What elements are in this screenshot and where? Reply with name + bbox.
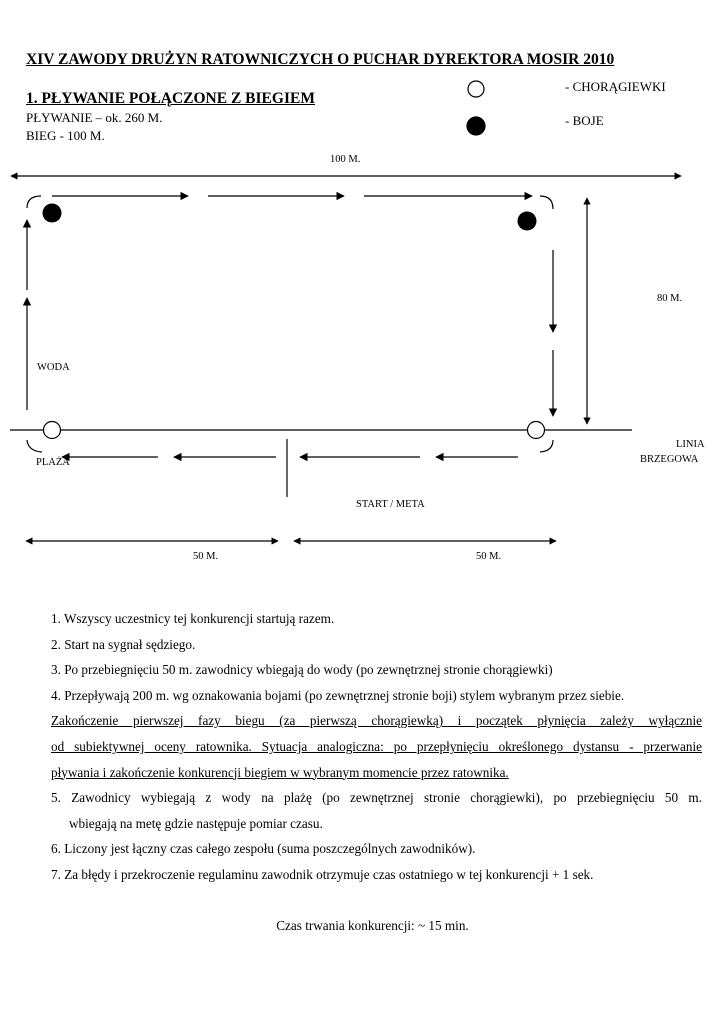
left-half-label: 50 M. bbox=[193, 551, 219, 562]
right-half-label: 50 M. bbox=[476, 551, 502, 562]
beach-label: PLAŻA bbox=[36, 457, 70, 468]
water-label: WODA bbox=[37, 362, 70, 373]
buoy-right bbox=[518, 212, 537, 231]
underlined-note-line: Zakończenie pierwszej fazy biegu (za pierwszą chorągiewką) i początek płynięcia zależy wyłącznie bbox=[51, 713, 702, 729]
rule-item: 7. Za błędy i przekroczenie regulaminu zawodnik otrzymuje czas ostatniego w tej konkurencji + 1 sek. bbox=[51, 866, 594, 882]
corner-bottom-left bbox=[27, 440, 42, 452]
width-label: 100 M. bbox=[330, 154, 361, 165]
underlined-note-line: od subiektywnej oceny ratownika. Sytuacja analogiczna: po przepłynięciu określonego dystansu - przerwanie bbox=[51, 738, 702, 754]
rule-item: 1. Wszyscy uczestnicy tej konkurencji startują razem. bbox=[51, 611, 335, 626]
underlined-note-line: pływania i zakończenie konkurencji biegiem w wybranym momencie przez ratownika. bbox=[51, 764, 509, 780]
flag-left bbox=[44, 422, 61, 439]
rules-list bbox=[51, 606, 702, 888]
flag-right bbox=[528, 422, 545, 439]
start-label: START / META bbox=[356, 499, 425, 510]
flag-legend-icon bbox=[468, 81, 484, 97]
rule-item: 6. Liczony jest łączny czas całego zespołu (suma poszczególnych zawodników). bbox=[51, 841, 476, 857]
legend-buoys-label: - BOJE bbox=[565, 113, 604, 128]
rule-item-continued: wbiegają na metę gdzie następuje pomiar czasu. bbox=[69, 815, 323, 831]
page-title: XIV ZAWODY DRUŻYN RATOWNICZYCH O PUCHAR DYREKTORA MOSIR 2010 bbox=[26, 51, 615, 68]
duration-text: Czas trwania konkurencji: ~ 15 min. bbox=[276, 918, 469, 933]
section-title: 1. PŁYWANIE POŁĄCZONE Z BIEGIEM bbox=[26, 90, 315, 107]
swim-distance: PŁYWANIE – ok. 260 M. bbox=[26, 110, 163, 125]
corner-top-left bbox=[27, 196, 41, 208]
rule-item: 3. Po przebiegnięciu 50 m. zawodnicy wbiegają do wody (po zewnętrznej stronie chorągiewki) bbox=[51, 662, 553, 678]
rule-item: 2. Start na sygnał sędziego. bbox=[51, 636, 196, 652]
run-distance: BIEG - 100 M. bbox=[26, 128, 105, 143]
height-label: 80 M. bbox=[657, 293, 683, 304]
shore-label-line1: LINIA bbox=[676, 439, 705, 450]
legend-flags-label: - CHORĄGIEWKI bbox=[565, 79, 666, 94]
buoy-left bbox=[43, 204, 62, 223]
rule-item: 5. Zawodnicy wybiegają z wody na plażę (po zewnętrznej stronie chorągiewki), po przebiegnięciu 50 m. bbox=[51, 790, 702, 806]
shore-label-line2: BRZEGOWA bbox=[640, 454, 699, 465]
rule-item: 4. Przepływają 200 m. wg oznakowania bojami (po zewnętrznej stronie boji) stylem wybranym przez siebie. bbox=[51, 687, 625, 703]
corner-bottom-right bbox=[540, 440, 553, 452]
corner-top-right bbox=[540, 196, 553, 209]
buoy-legend-icon bbox=[467, 117, 485, 135]
